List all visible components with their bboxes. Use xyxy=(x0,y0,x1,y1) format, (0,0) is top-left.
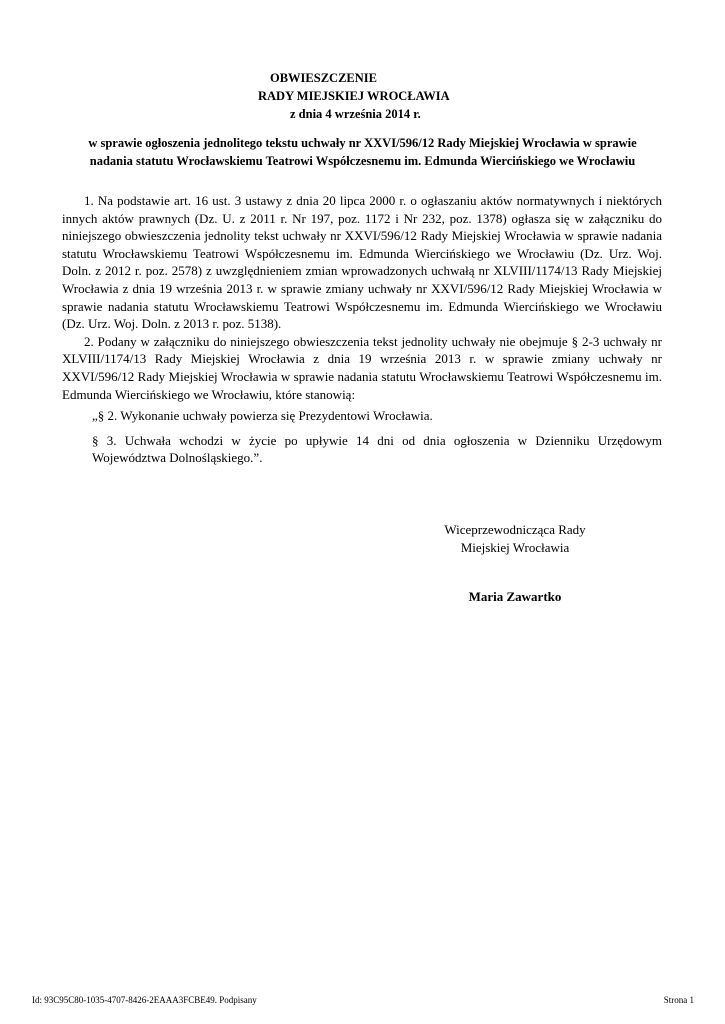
signatory-name: Maria Zawartko xyxy=(468,589,562,604)
page-footer xyxy=(32,994,694,1006)
quote-section-2: „§ 2. Wykonanie uchwały powierza się Prezydentowi Wrocławia. xyxy=(92,408,433,424)
signature-title-1: Wiceprzewodnicząca Rady xyxy=(444,522,586,537)
header-title: OBWIESZCZENIE xyxy=(270,71,377,85)
page-number: Strona 1 xyxy=(663,995,694,1005)
paragraph-2: 2. Podany w załączniku do niniejszego obwieszczenia tekst jednolity uchwały nie obejmuje § 2-3 uchwały nr XLVIII/1174/13 Rady Miejskiej Wrocławia z dnia 19 września 2013 r. w sprawie zmiany uchwały nr XXVI/596/12 Rady Miejskiej Wrocławia w sprawie nadania statutu Wrocławskiemu Teatrowi Współczesnemu im. Edmunda Wiercińskiego we Wrocławiu, które stanowią: xyxy=(62,333,662,402)
subject-line-2: nadania statutu Wrocławskiemu Teatrowi Współczesnemu im. Edmunda Wiercińskiego we Wrocławiu xyxy=(89,154,636,168)
header-council: RADY MIEJSKIEJ WROCŁAWIA xyxy=(258,89,450,103)
document-id: Id: 93C95C80-1035-4707-8426-2EAAA3FCBE49. Podpisany xyxy=(32,995,257,1005)
header-date: z dnia 4 września 2014 r. xyxy=(290,107,421,121)
signature-title-2: Miejskiej Wrocławia xyxy=(460,540,570,555)
quoted-provisions xyxy=(92,407,662,467)
signature-block xyxy=(430,521,600,606)
quote-section-3: § 3. Uchwała wchodzi w życie po upływie 14 dni od dnia ogłoszenia w Dzienniku Urzędowym Województwa Dolnośląskiego.”. xyxy=(92,432,662,466)
document-body xyxy=(62,192,662,474)
document-subject xyxy=(40,134,685,170)
document-header xyxy=(0,69,725,123)
subject-line-1: w sprawie ogłoszenia jednolitego tekstu uchwały nr XXVI/596/12 Rady Miejskiej Wrocławia w sprawie xyxy=(88,136,637,150)
paragraph-1: 1. Na podstawie art. 16 ust. 3 ustawy z dnia 20 lipca 2000 r. o ogłaszaniu aktów normatywnych i niektórych innych aktów prawnych (Dz. U. z 2011 r. Nr 197, poz. 1172 i Nr 232, poz. 1378) ogłasza się w załączniku do niniejszego obwieszczenia jednolity tekst uchwały nr XXVI/596/12 Rady Miejskiej Wrocławia w sprawie nadania statutu Wrocławskiemu Teatrowi Współczesnemu im. Edmunda Wiercińskiego we Wrocławiu (Dz. Urz. Woj. Doln. z 2012 r. poz. 2578) z uwzględnieniem zmian wprowadzonych uchwałą nr XLVIII/1174/13 Rady Miejskiej Wrocławia z dnia 19 września 2013 r. w sprawie zmiany uchwały nr XXVI/596/12 Rady Miejskiej Wrocławia w sprawie nadania statutu Wrocławskiemu Teatrowi Współczesnemu im. Edmunda Wiercińskiego we Wrocławiu (Dz. Urz. Woj. Doln. z 2013 r. poz. 5138). xyxy=(62,193,662,332)
